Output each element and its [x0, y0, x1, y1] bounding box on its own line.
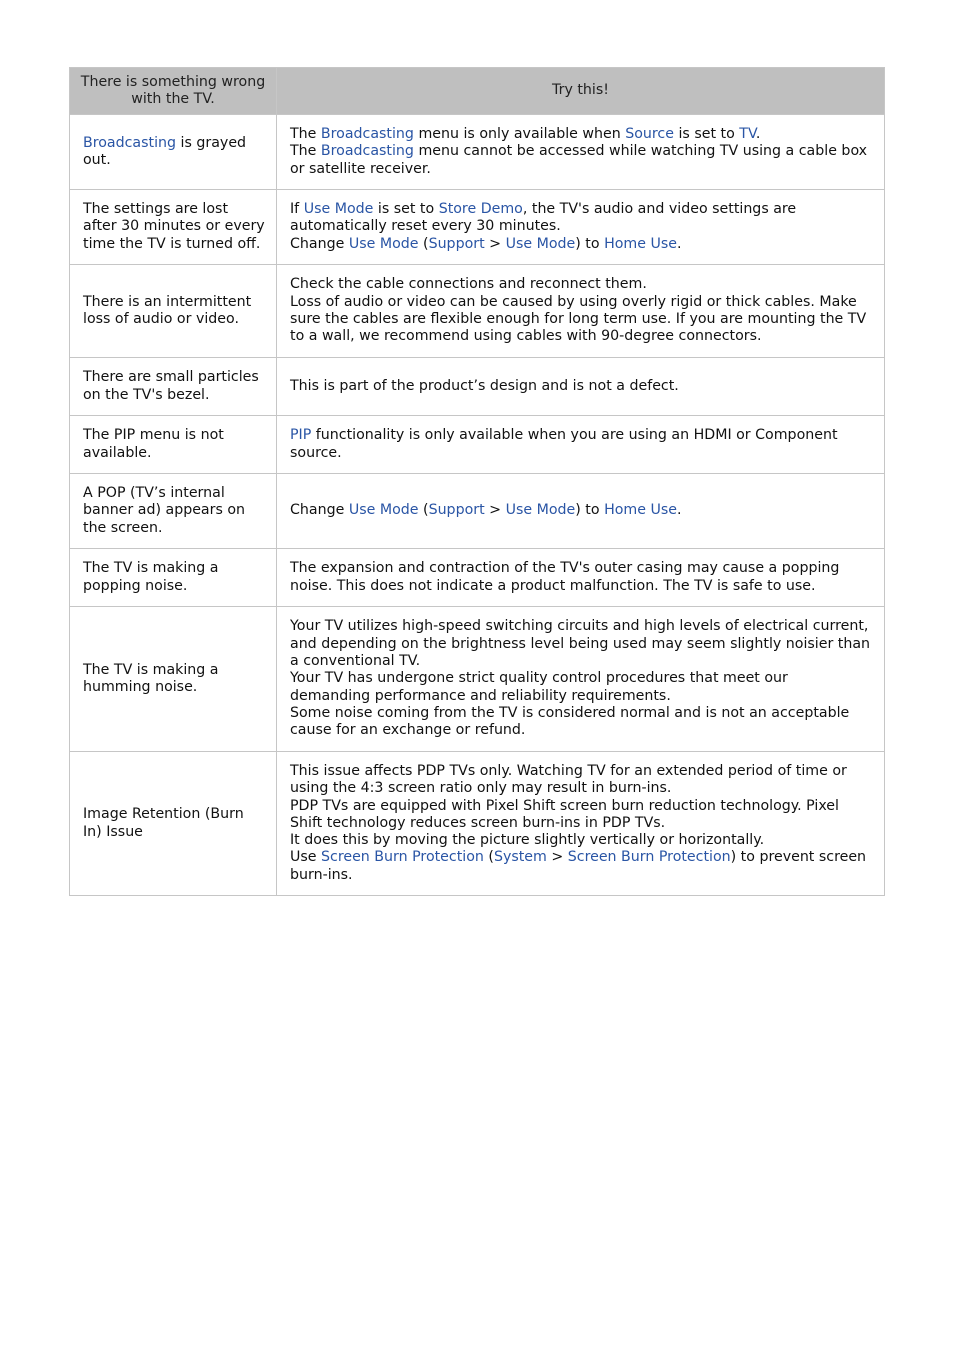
problem-line	[83, 662, 266, 697]
table-row	[70, 607, 885, 752]
text-fragment: is grayed out.	[83, 134, 247, 168]
menu-term: System	[493, 849, 547, 866]
problem-line	[83, 294, 266, 329]
header-solution: Try this!	[277, 68, 885, 115]
text-fragment: There are small particles on the TV's bezel.	[83, 369, 259, 403]
text-fragment: menu cannot be accessed while watching TV using a cable box or satellite receiver.	[290, 143, 868, 177]
solution-line	[290, 560, 872, 595]
solution-line	[290, 763, 872, 798]
text-fragment: There is an intermittent loss of audio or video.	[83, 293, 252, 327]
solution-line	[290, 798, 872, 833]
menu-term: Broadcasting	[83, 134, 177, 151]
text-fragment: If	[290, 201, 304, 218]
solution-line	[290, 126, 872, 143]
solution-line	[290, 294, 872, 346]
text-fragment: ) to	[575, 235, 605, 252]
text-fragment: A POP (TV’s internal banner ad) appears on the screen.	[83, 485, 246, 536]
solution-line	[290, 502, 872, 519]
text-fragment: , the TV's audio and video settings are automatically reset every 30 minutes.	[290, 201, 797, 235]
menu-term: TV	[739, 126, 756, 143]
menu-term: Use Mode	[348, 502, 419, 519]
text-fragment: The	[290, 126, 321, 143]
menu-term: Home Use	[604, 235, 677, 252]
text-fragment: Change	[290, 502, 349, 519]
text-fragment: Image Retention (Burn In) Issue	[83, 806, 244, 840]
text-fragment: Change	[290, 235, 349, 252]
table-row	[70, 474, 885, 549]
menu-term: Screen Burn Protection	[321, 849, 484, 866]
problem-cell	[70, 358, 277, 416]
problem-line	[83, 427, 266, 462]
solution-cell	[277, 416, 885, 474]
table-row	[70, 265, 885, 358]
problem-line	[83, 485, 266, 537]
problem-cell	[70, 549, 277, 607]
text-fragment: ) to	[575, 502, 605, 519]
text-fragment: >	[546, 849, 568, 866]
text-fragment: Your TV utilizes high-speed switching circuits and high levels of electrical current, and depending on the brightness level being used may seem slightly noisier than a conventional TV.	[290, 618, 871, 670]
solution-cell	[277, 752, 885, 896]
problem-line	[83, 201, 266, 253]
table-header-row	[70, 68, 885, 115]
menu-term: Support	[428, 502, 485, 519]
text-fragment: .	[676, 502, 682, 519]
problem-line	[83, 806, 266, 841]
text-fragment: is set to	[373, 201, 439, 218]
menu-term: Screen Burn Protection	[567, 849, 731, 866]
solution-line	[290, 670, 872, 705]
solution-cell	[277, 190, 885, 265]
menu-term: Broadcasting	[320, 143, 414, 160]
text-fragment: .	[676, 235, 682, 252]
menu-term: Source	[625, 126, 674, 143]
table-body	[70, 115, 885, 896]
solution-cell	[277, 474, 885, 549]
problem-line	[83, 560, 266, 595]
menu-term: Use Mode	[505, 235, 576, 252]
menu-term: PIP	[290, 427, 312, 444]
solution-cell	[277, 115, 885, 190]
solution-cell	[277, 549, 885, 607]
text-fragment: >	[484, 235, 506, 252]
text-fragment: (	[418, 235, 429, 252]
text-fragment: The settings are lost after 30 minutes or every time the TV is turned off.	[83, 201, 265, 252]
problem-cell	[70, 474, 277, 549]
menu-term: Home Use	[604, 502, 677, 519]
solution-line	[290, 705, 872, 740]
header-problem: There is something wrong with the TV.	[70, 68, 277, 115]
text-fragment: This is part of the product’s design and is not a defect.	[290, 377, 679, 394]
text-fragment: Your TV has undergone strict quality control procedures that meet our demanding performance and reliability requirements.	[290, 670, 788, 704]
text-fragment: The	[290, 143, 321, 160]
text-fragment: The TV is making a popping noise.	[83, 560, 219, 594]
solution-line	[290, 618, 872, 670]
troubleshooting-table	[69, 67, 885, 896]
solution-line	[290, 236, 872, 253]
table-row	[70, 115, 885, 190]
text-fragment: menu is only available when	[413, 126, 626, 143]
solution-cell	[277, 607, 885, 752]
solution-line	[290, 849, 872, 884]
menu-term: Use Mode	[303, 201, 374, 218]
text-fragment: PDP TVs are equipped with Pixel Shift screen burn reduction technology. Pixel Shift technology reduces screen burn-ins in PDP TVs.	[290, 797, 839, 831]
menu-term: Support	[428, 235, 485, 252]
table-row	[70, 416, 885, 474]
text-fragment: (	[418, 502, 429, 519]
text-fragment: Some noise coming from the TV is considered normal and is not an acceptable cause for an exchange or refund.	[290, 704, 850, 739]
solution-line	[290, 378, 872, 395]
menu-term: Use Mode	[348, 235, 419, 252]
text-fragment: Check the cable connections and reconnect them.	[290, 276, 647, 293]
menu-term: Store Demo	[438, 201, 523, 218]
text-fragment: ) to prevent screen burn-ins.	[290, 849, 867, 883]
problem-cell	[70, 190, 277, 265]
solution-line	[290, 201, 872, 236]
problem-cell	[70, 265, 277, 358]
problem-cell	[70, 115, 277, 190]
text-fragment: Use	[290, 849, 322, 866]
solution-line	[290, 276, 872, 293]
solution-line	[290, 143, 872, 178]
text-fragment: >	[484, 502, 506, 519]
text-fragment: It does this by moving the picture slightly vertically or horizontally.	[290, 832, 765, 849]
text-fragment: This issue affects PDP TVs only. Watching TV for an extended period of time or using the 4:3 screen ratio only may result in burn-ins.	[290, 762, 847, 797]
table-row	[70, 752, 885, 896]
text-fragment: The PIP menu is not available.	[83, 427, 224, 461]
solution-line	[290, 832, 872, 849]
text-fragment: Loss of audio or video can be caused by using overly rigid or thick cables. Make sure the cables are flexible enough for long term use. If you are mounting the TV to a wall, we recommend using cables with 90-degree connectors.	[290, 293, 867, 345]
problem-line	[83, 135, 266, 170]
menu-term: Broadcasting	[320, 126, 414, 143]
menu-term: Use Mode	[505, 502, 576, 519]
text-fragment: (	[483, 849, 494, 866]
problem-cell	[70, 752, 277, 896]
problem-line	[83, 369, 266, 404]
text-fragment: The expansion and contraction of the TV's outer casing may cause a popping noise. This does not indicate a product malfunction. The TV is safe to use.	[290, 560, 840, 594]
table-row	[70, 190, 885, 265]
text-fragment: The TV is making a humming noise.	[83, 661, 219, 695]
text-fragment: is set to	[673, 126, 740, 143]
solution-line	[290, 427, 872, 462]
text-fragment: .	[755, 126, 761, 143]
table-row	[70, 358, 885, 416]
table-row	[70, 549, 885, 607]
problem-cell	[70, 416, 277, 474]
solution-cell	[277, 265, 885, 358]
solution-cell	[277, 358, 885, 416]
problem-cell	[70, 607, 277, 752]
text-fragment: functionality is only available when you are using an HDMI or Component source.	[290, 427, 838, 461]
